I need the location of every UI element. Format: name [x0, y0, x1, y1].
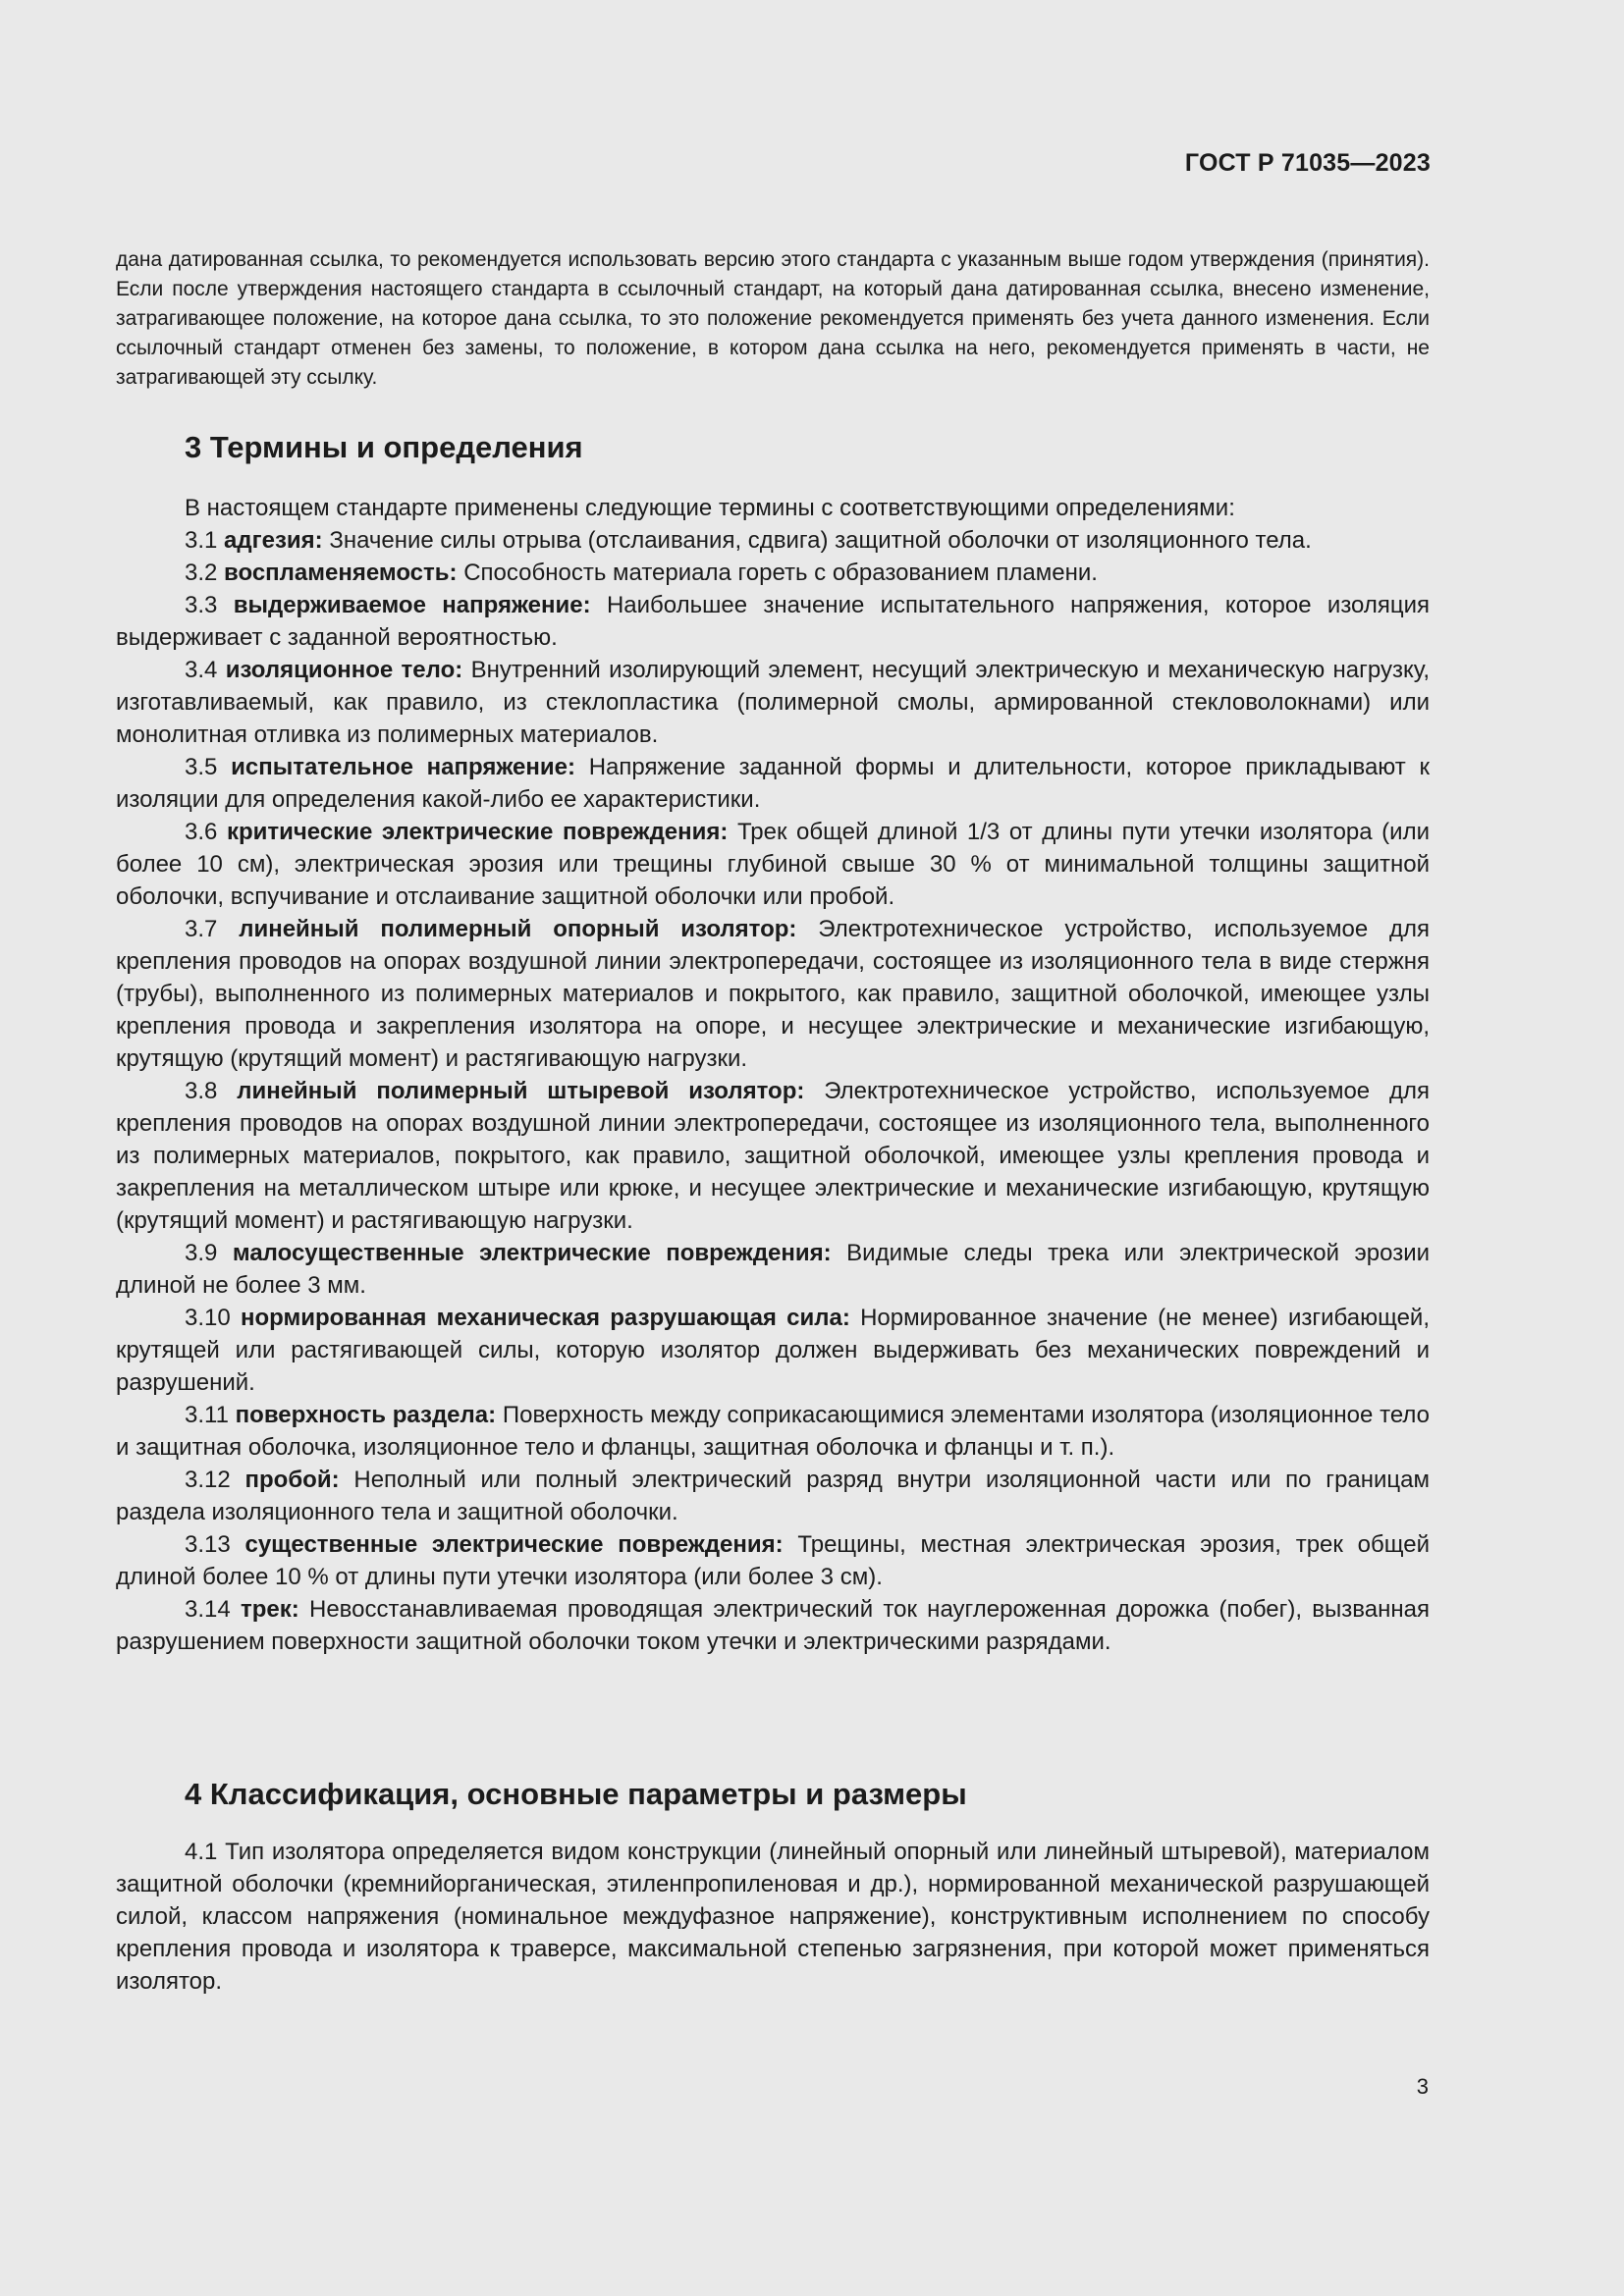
term-name: выдерживаемое напряжение: [233, 592, 591, 618]
term-definition: Способность материала гореть с образованием пламени. [463, 560, 1098, 586]
term-number: 3.14 [185, 1596, 231, 1623]
term-definition: Невосстанавливаемая проводящая электрический ток науглероженная дорожка (побег), вызванная разрушением поверхности защитной оболочки током утечки и электрическими разрядами. [116, 1596, 1430, 1655]
term-name: критические электрические повреждения: [226, 819, 729, 845]
term-definition: Наибольшее значение испытательного напряжения, которое изоляция выдерживает с заданной вероятностью. [116, 592, 1431, 651]
term-name: существенные электрические повреждения: [244, 1531, 784, 1558]
term-3-4 [116, 654, 1430, 751]
term-number: 3.11 [185, 1402, 229, 1428]
term-number: 3.12 [185, 1467, 231, 1493]
term-number: 3.6 [185, 819, 218, 845]
term-3-7 [116, 913, 1430, 1075]
term-name: пробой: [244, 1467, 340, 1493]
term-number: 3.3 [185, 592, 218, 618]
section-classification [116, 1775, 1430, 1998]
document-code: ГОСТ Р 71035—2023 [1184, 149, 1431, 177]
term-number: 3.4 [185, 657, 218, 683]
term-definition: Электротехническое устройство, используемое для крепления проводов на опорах воздушной линии электропередачи, состоящее из изоляционного тела в виде стержня (трубы), выполненного из полимерных материалов и покрытого, как правило, защитной оболочкой, имеющее узлы крепления провода и закрепления изолятора на опоре, и несущее электрические и механические изгибающую, крутящую (крутящий момент) и растягивающую нагрузки. [116, 916, 1431, 1072]
page-number: 3 [1416, 2074, 1429, 2099]
section-terms [116, 428, 1430, 1658]
term-number: 3.9 [185, 1240, 218, 1266]
term-name: адгезия: [224, 527, 323, 554]
term-3-3 [116, 589, 1430, 654]
term-definition: Напряжение заданной формы и длительности, которое прикладывают к изоляции для определения какой-либо ее характеристики. [116, 754, 1431, 813]
section-4-title: 4 Классификация, основные параметры и размеры [185, 1777, 967, 1811]
paragraph-4-1: 4.1 Тип изолятора определяется видом конструкции (линейный опорный или линейный штыревой), материалом защитной оболочки (кремнийорганическая, этиленпропиленовая и др.), нормированной механической разрушающей силой, классом напряжения (номинальное междуфазное напряжение), конструктивным исполнением по способу крепления провода и изолятора к траверсе, максимальной степенью загрязнения, при которой может применяться изолятор. [116, 1839, 1430, 1995]
term-3-1 [116, 524, 1430, 557]
term-number: 3.7 [185, 916, 218, 942]
term-3-10 [116, 1302, 1430, 1399]
term-3-8 [116, 1075, 1430, 1237]
section-3-lead: В настоящем стандарте применены следующие термины с соответствующими определениями: [185, 495, 1235, 521]
term-name: нормированная механическая разрушающая сила: [240, 1305, 850, 1331]
term-definition: Поверхность между соприкасающимися элементами изолятора (изоляционное тело и защитная оболочка, изоляционное тело и фланцы, защитная оболочка и фланцы и т. п.). [116, 1402, 1430, 1461]
term-number: 3.5 [185, 754, 218, 780]
term-3-5 [116, 751, 1430, 816]
term-number: 3.13 [185, 1531, 231, 1558]
term-3-14 [116, 1593, 1430, 1658]
term-definition: Трек общей длиной 1/3 от длины пути утечки изолятора (или более 10 см), электрическая эрозия или трещины глубиной свыше 30 % от минимальной толщины защитной оболочки, вспучивание и отслаивание защитной оболочки или пробой. [116, 819, 1430, 910]
term-3-9 [116, 1237, 1430, 1302]
term-definition: Нормированное значение (не менее) изгибающей, крутящей или растягивающей силы, которую изолятор должен выдерживать без механических повреждений и разрушений. [116, 1305, 1431, 1396]
term-name: воспламеняемость: [224, 560, 458, 586]
term-name: изоляционное тело: [225, 657, 463, 683]
term-3-13 [116, 1528, 1430, 1593]
term-name: линейный полимерный опорный изолятор: [239, 916, 797, 942]
term-3-12 [116, 1464, 1430, 1528]
term-number: 3.10 [185, 1305, 231, 1331]
term-name: трек: [240, 1596, 299, 1623]
term-3-6 [116, 816, 1430, 913]
section-3-title: 3 Термины и определения [185, 430, 583, 464]
term-definition: Неполный или полный электрический разряд внутри изоляционной части или по границам раздела изоляционного тела и защитной оболочки. [116, 1467, 1431, 1525]
term-3-2 [116, 557, 1430, 589]
term-number: 3.2 [185, 560, 218, 586]
term-name: линейный полимерный штыревой изолятор: [237, 1078, 805, 1104]
intro-paragraph: дана датированная ссылка, то рекомендуется использовать версию этого стандарта с указанным выше годом утверждения (принятия). Если после утверждения настоящего стандарта в ссылочный стандарт, на который дана датированная ссылка, внесено изменение, затрагивающее положение, на которое дана ссылка, то это положение рекомендуется применять без учета данного изменения. Если ссылочный стандарт отменен без замены, то положение, в котором дана ссылка на него, рекомендуется применять в части, не затрагивающей эту ссылку. [116, 248, 1430, 389]
term-definition: Видимые следы трека или электрической эрозии длиной не более 3 мм. [116, 1240, 1431, 1299]
term-definition: Электротехническое устройство, используемое для крепления проводов на опорах воздушной линии электропередачи, состоящее из изоляционного тела, выполненного из полимерных материалов, покрытого, как правило, защитной оболочкой, имеющее узлы крепления провода и закрепления на металлическом штыре или крюке, и несущее электрические и механические изгибающую, крутящую (крутящий момент) и растягивающую нагрузки. [116, 1078, 1430, 1234]
term-name: испытательное напряжение: [231, 754, 575, 780]
term-definition: Трещины, местная электрическая эрозия, трек общей длиной более 10 % от длины пути утечки изолятора (или более 3 см). [116, 1531, 1430, 1590]
term-number: 3.8 [185, 1078, 218, 1104]
term-number: 3.1 [185, 527, 218, 554]
term-name: поверхность раздела: [235, 1402, 497, 1428]
term-name: малосущественные электрические повреждения: [232, 1240, 832, 1266]
term-definition: Внутренний изолирующий элемент, несущий электрическую и механическую нагрузку, изготавливаемый, как правило, из стеклопластика (полимерной смолы, армированной стекловолокнами) или монолитная отливка из полимерных материалов. [116, 657, 1431, 748]
term-3-11 [116, 1399, 1430, 1464]
term-definition: Значение силы отрыва (отслаивания, сдвига) защитной оболочки от изоляционного тела. [329, 527, 1312, 554]
